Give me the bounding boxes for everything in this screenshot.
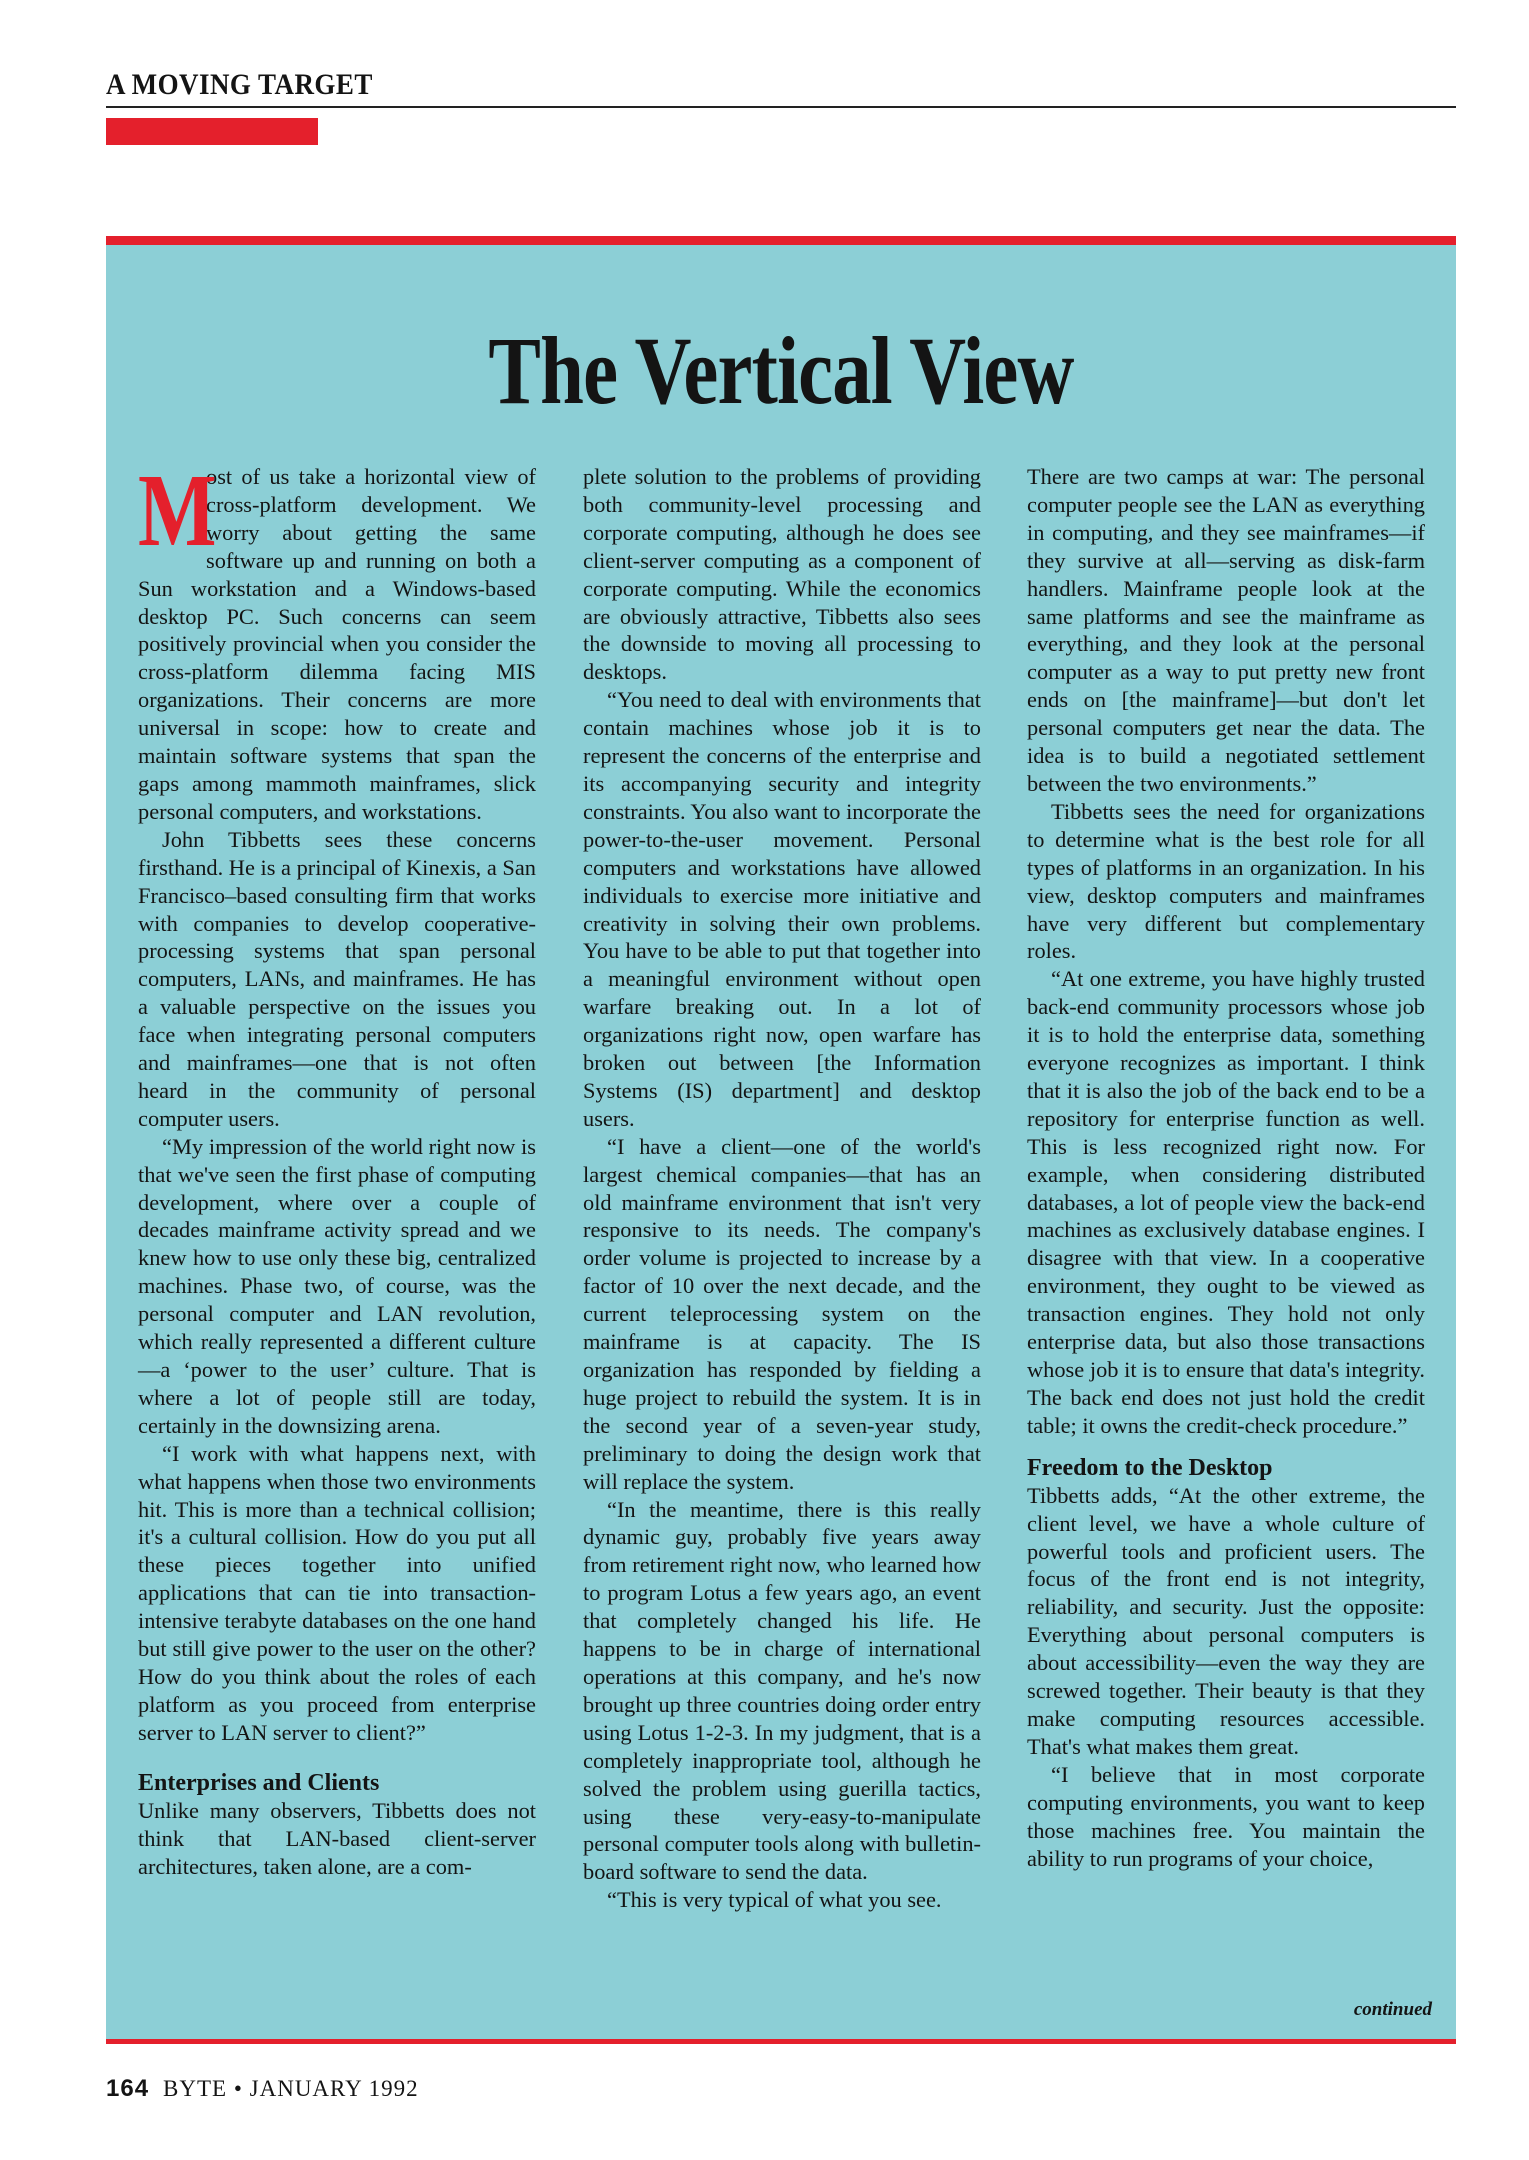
paragraph: “You need to deal with environments that contain machines whose job it is to represent the concerns of the enterprise and its accompanying security and integrity constraints. You also want to incorporate the power-to-the-user movement. Personal computers and workstations have allowed individuals to exercise more initiative and creativity in solving their own problems. You have to be able to put that together into a meaningful environment without open warfare breaking out. In a lot of organizations right now, open warfare has broken out between [the Information Systems (IS) department] and desktop users.: [583, 687, 981, 1131]
article-box: [106, 236, 1456, 2044]
continued-note: continued: [1353, 1999, 1432, 2020]
paragraph: “I have a client—one of the world's largest chemical companies—that has an old mainframe environment that isn't very responsive to its needs. The company's order volume is projected to increase by a factor of 10 over the next decade, and the current teleprocessing system on the mainframe is at capacity. The IS organization has responded by fielding a huge project to rebuild the system. It is in the second year of a seven-year study, preliminary to doing the design work that will replace the system.: [583, 1133, 981, 1494]
column-1: [138, 453, 536, 1880]
paragraph-text: ost of us take a horizontal view of cross-platform development. We worry about getting the same software up and running on both a Sun workstation and a Windows-based desktop PC. Such concerns can seem positively provincial when you consider the cross-platform dilemma facing MIS organizations. Their concerns are more universal in scope: how to create and maintain software systems that span the gaps among mammoth mainframes, slick personal computers, and workstations.: [138, 464, 536, 824]
paragraph: [138, 453, 536, 826]
paragraph: John Tibbetts sees these concerns firsthand. He is a principal of Kinexis, a San Francisco–based consulting firm that works with companies to develop cooperative-processing systems that span personal computers, LANs, and mainframes. He has a valuable perspective on the issues you face when integrating personal computers and mainframes—one that is not often heard in the community of personal computer users.: [138, 826, 536, 1131]
article-title: The Vertical View: [488, 317, 1074, 424]
paragraph: There are two camps at war: The personal computer people see the LAN as everything in computing, and they see mainframes—if they survive at all—serving as disk-farm handlers. Mainframe people look at the same platforms and see the mainframe as everything, and they look at the personal computer as a way to put pretty new front ends on [the mainframe]—but don't let personal computers get near the data. The idea is to build a negotiated settlement between the two environments.”: [1027, 464, 1425, 796]
header-rule: [106, 106, 1456, 108]
paragraph: “This is very typical of what you see.: [607, 1887, 942, 1913]
section-color-tab: [106, 118, 318, 145]
column-3: [1027, 463, 1425, 1872]
page-footer: [106, 2075, 419, 2103]
page-number: 164: [106, 2075, 150, 2102]
paragraph: “At one extreme, you have highly trusted back-end community processors whose job it is to hold the enterprise data, something everyone recognizes as important. I think that it is also the job of the back end to be a repository for enterprise function as well. This is less recognized right now. For example, when considering distributed databases, a lot of people view the back-end machines as exclusively database engines. I disagree with that view. In a cooperative environment, they ought to be viewed as transaction engines. They hold not only enterprise data, but also those transactions whose job it is to ensure that data's integrity. The back end does not just hold the credit table; it owns the credit-check procedure.”: [1027, 966, 1425, 1438]
paragraph: “I work with what happens next, with what happens when those two environments hit. This is more than a technical collision; it's a cultural collision. How do you put all these pieces together into unified applications that can tie into transaction-intensive terabyte databases on the one hand but still give power to the user on the other? How do you think about the roles of each platform as you proceed from enterprise server to LAN server to client?”: [138, 1440, 536, 1745]
paragraph: Tibbetts sees the need for organizations to determine what is the best role for all types of platforms in an organization. In his view, desktop computers and mainframes have very different but complementary roles.: [1027, 798, 1425, 964]
paragraph: “In the meantime, there is this really dynamic guy, probably five years away from retirement right now, who learned how to program Lotus a few years ago, an event that completely changed his life. He happens to be in charge of international operations at this company, and he's now brought up three countries doing order entry using Lotus 1-2-3. In my judgment, that is a completely inappropriate tool, although he solved the problem using guerilla tactics, using these very-easy-to-manipulate personal computer tools along with bulletin-board software to send the data.: [583, 1496, 981, 1885]
paragraph: Tibbetts adds, “At the other extreme, the client level, we have a whole culture of powerful tools and proficient users. The focus of the front end is not integrity, reliability, and security. Just the opposite: Everything about personal computers is about accessibility—even the way they are screwed together. Their beauty is that they make computing resources accessible. That's what makes them great.: [1027, 1482, 1425, 1759]
section-label: A MOVING TARGET: [106, 68, 373, 101]
column-2: [583, 463, 981, 1914]
subhead-freedom: Freedom to the Desktop: [1027, 1454, 1273, 1481]
publication-line: BYTE • JANUARY 1992: [163, 2076, 419, 2101]
subhead-enterprises: Enterprises and Clients: [138, 1769, 380, 1796]
paragraph: “My impression of the world right now is that we've seen the first phase of computing development, where over a couple of decades mainframe activity spread and we knew how to use only these big, centralized machines. Phase two, of course, was the personal computer and LAN revolution, which really represented a different culture—a ‘power to the user’ culture. That is where a lot of people still are today, certainly in the downsizing arena.: [138, 1133, 536, 1438]
paragraph: Unlike many observers, Tibbetts does not think that LAN-based client-server architectures, taken alone, are a com-: [138, 1797, 536, 1879]
paragraph: “I believe that in most corporate computing environments, you want to keep those machines free. You maintain the ability to run programs of your choice,: [1027, 1761, 1425, 1871]
drop-cap: M: [138, 453, 217, 568]
paragraph: plete solution to the problems of providing both community-level processing and corporate computing, although he does see client-server computing as a component of corporate computing. While the economics are obviously attractive, Tibbetts also sees the downside to moving all processing to desktops.: [583, 464, 981, 685]
